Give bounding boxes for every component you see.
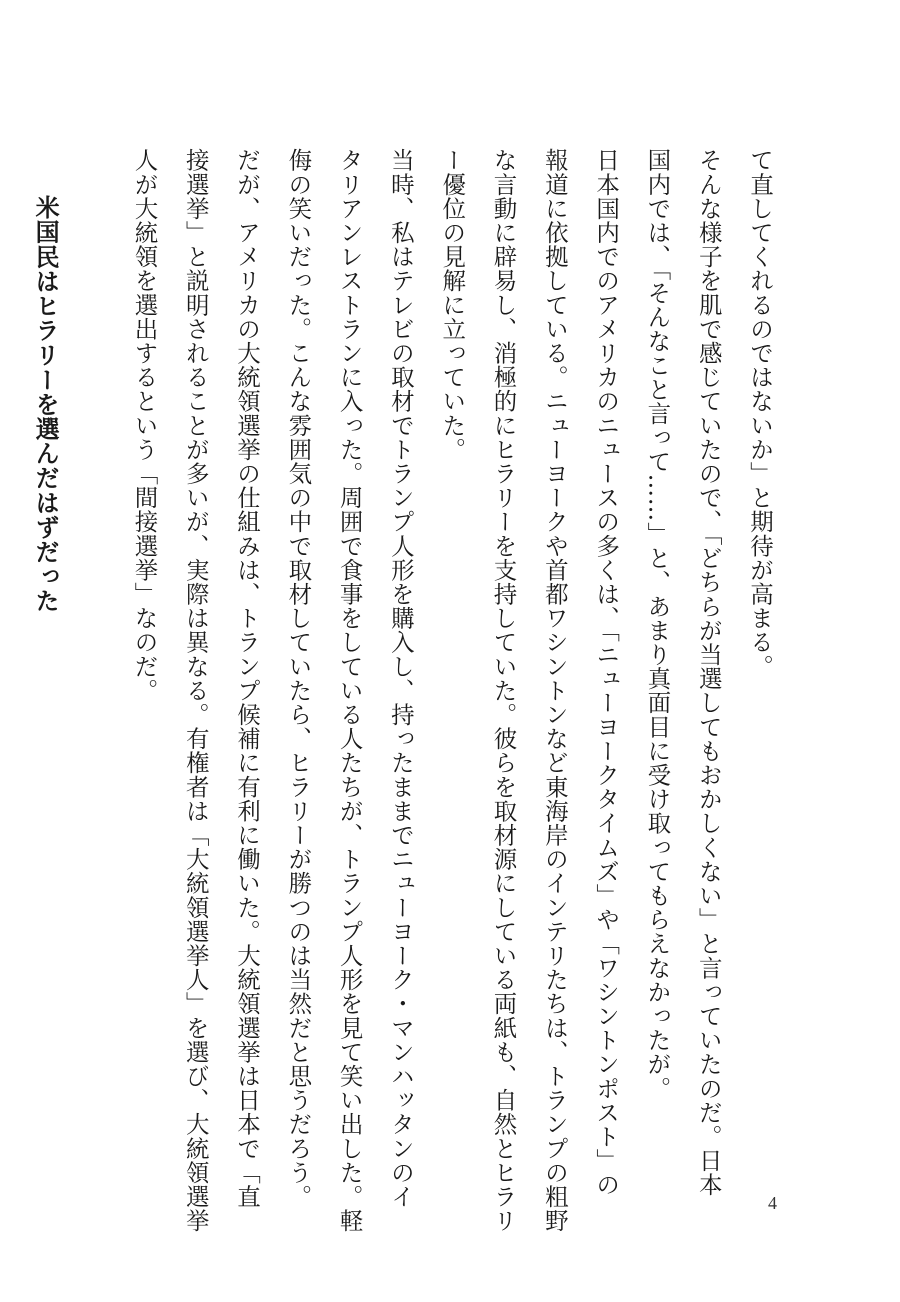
page-number: 4: [768, 1193, 777, 1213]
text-line: 接選挙」と説明されることが多いが、実際は異なる。有権者は「大統領選挙人」を選び、大統領選挙: [181, 148, 210, 1233]
text-line: タリアンレストランに入った。周囲で食事をしている人たちが、トランプ人形を見て笑い出した。軽: [335, 148, 364, 1233]
text-line: そんな様子を肌で感じていたので、「どちらが当選してもおかしくない」と言っていたのだ。日本: [694, 148, 723, 1197]
section-heading: 米国民はヒラリーを選んだはずだった: [31, 195, 60, 614]
text-line: 当時、私はテレビの取材でトランプ人形を購入し、持ったままでニューヨーク・マンハッタンのイ: [386, 148, 415, 1209]
text-line: 国内では、「そんなこと言って……」と、あまり真面目に受け取ってもらえなかったが。: [643, 148, 672, 1101]
text-line: 侮の笑いだった。こんな雰囲気の中で取材していたら、ヒラリーが勝つのは当然だと思うだろう。: [284, 148, 313, 1209]
vertical-text-body: [0, 148, 785, 1233]
text-line: て直してくれるのではないか」と期待が高まる。: [746, 148, 774, 679]
text-line: 日本国内でのアメリカのニュースの多くは、「ニューヨークタイムズ」や「ワシントンポスト」の: [592, 148, 621, 1197]
text-line: な言動に辟易し、消極的にヒラリーを支持していた。彼らを取材源にしている両紙も、自然とヒラリ: [489, 148, 518, 1233]
text-line: だが、アメリカの大統領選挙の仕組みは、トランプ候補に有利に働いた。大統領選挙は日本で「直: [233, 148, 262, 1209]
text-line: 人が大統領を選出するという「間接選挙」なのだ。: [130, 148, 159, 703]
text-line: 報道に依拠している。ニューヨークや首都ワシントンなど東海岸のインテリたちは、トランプの粗野: [540, 148, 569, 1233]
text-line: ー優位の見解に立っていた。: [438, 148, 467, 462]
